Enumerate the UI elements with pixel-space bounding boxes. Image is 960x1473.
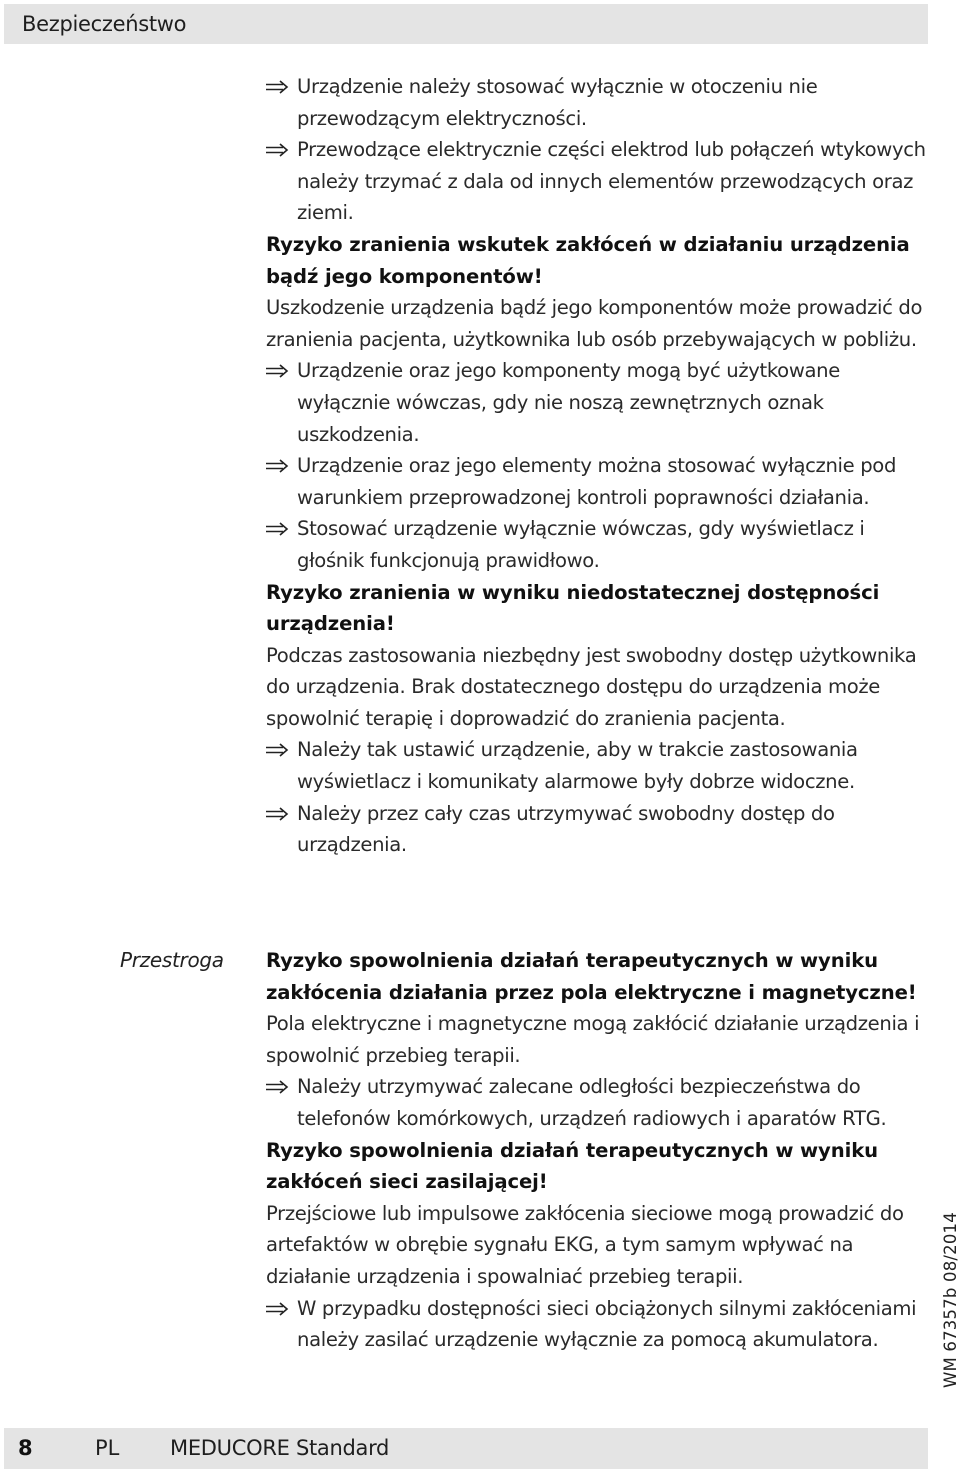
bullet-text: Urządzenie oraz jego komponenty mogą być użytkowane wyłącznie wówczas, gdy nie noszą zewnętrznych oznak uszkodzenia. [297, 359, 840, 446]
bullet-text: Stosować urządzenie wyłącznie wówczas, gdy wyświetlacz i głośnik funkcjonują prawidłowo. [297, 517, 865, 572]
bullet-item [266, 1071, 930, 1134]
double-arrow-right-icon [266, 134, 294, 166]
bullet-text: Należy utrzymywać zalecane odległości bezpieczeństwa do telefonów komórkowych, urządzeń radiowych i aparatów RTG. [297, 1075, 887, 1130]
bullet-text: Przewodzące elektrycznie części elektrod lub połączeń wtykowych należy trzymać z dala od innych elementów przewodzących oraz ziemi. [297, 138, 926, 225]
bullet-item [266, 450, 930, 513]
page-section-title: Bezpieczeństwo [22, 12, 187, 36]
double-arrow-right-icon [266, 355, 294, 387]
bullet-item [266, 71, 930, 134]
bullet-text: Należy przez cały czas utrzymywać swobodny dostęp do urządzenia. [297, 801, 835, 857]
double-arrow-right-icon [266, 1071, 294, 1103]
double-arrow-right-icon [266, 71, 294, 103]
bullet-item [266, 734, 930, 797]
warning-heading: Ryzyko zranienia wskutek zakłóceń w działaniu urządzenia bądź jego komponentów! [266, 232, 910, 288]
paragraph: Podczas zastosowania niezbędny jest swobodny dostęp użytkownika do urządzenia. Brak dostatecznego dostępu do urządzenia może spowolnić terapię i doprowadzić do zranienia pacjenta. [266, 643, 917, 730]
paragraph: Pola elektryczne i magnetyczne mogą zakłócić działanie urządzenia i spowolnić przebieg terapii. [266, 1012, 920, 1067]
bullet-item [266, 355, 930, 450]
safety-section-electrical [266, 71, 930, 861]
warning-heading: Ryzyko spowolnienia działań terapeutycznych w wyniku zakłócenia działania przez pola elektryczne i magnetyczne! [266, 949, 917, 1004]
document-code: WM 67357b 08/2014 [941, 1212, 960, 1388]
warning-heading: Ryzyko spowolnienia działań terapeutycznych w wyniku zakłóceń sieci zasilającej! [266, 1138, 878, 1194]
bullet-text: Urządzenie oraz jego elementy można stosować wyłącznie pod warunkiem przeprowadzonej kontroli poprawności działania. [297, 454, 897, 509]
double-arrow-right-icon [266, 450, 294, 482]
bullet-item [266, 1293, 930, 1356]
caution-label: Przestroga [120, 948, 224, 972]
paragraph: Uszkodzenie urządzenia bądź jego komponentów może prowadzić do zranienia pacjenta, użytkownika lub osób przebywających w pobliżu. [266, 296, 923, 351]
bullet-item [266, 134, 930, 229]
bullet-text: W przypadku dostępności sieci obciążonych silnymi zakłóceniami należy zasilać urządzenie wyłącznie za pomocą akumulatora. [297, 1296, 917, 1352]
double-arrow-right-icon [266, 1293, 294, 1325]
bullet-text: Urządzenie należy stosować wyłącznie w otoczeniu nie przewodzącym elektryczności. [297, 75, 818, 130]
double-arrow-right-icon [266, 734, 294, 766]
warning-heading: Ryzyko zranienia w wyniku niedostatecznej dostępności urządzenia! [266, 580, 880, 636]
page-number: 8 [18, 1436, 33, 1460]
product-name: MEDUCORE Standard [170, 1436, 390, 1460]
double-arrow-right-icon [266, 798, 294, 830]
bullet-item [266, 798, 930, 861]
language-code: PL [95, 1436, 120, 1460]
double-arrow-right-icon [266, 513, 294, 545]
bullet-item [266, 513, 930, 576]
safety-section-caution [266, 945, 930, 1356]
header-bar [4, 4, 928, 44]
footer-bar [4, 1428, 928, 1469]
paragraph: Przejściowe lub impulsowe zakłócenia sieciowe mogą prowadzić do artefaktów w obrębie sygnału EKG, a tym samym wpływać na działanie urządzenia i spowalniać przebieg terapii. [266, 1201, 904, 1288]
bullet-text: Należy tak ustawić urządzenie, aby w trakcie zastosowania wyświetlacz i komunikaty alarmowe były dobrze widoczne. [297, 738, 858, 794]
